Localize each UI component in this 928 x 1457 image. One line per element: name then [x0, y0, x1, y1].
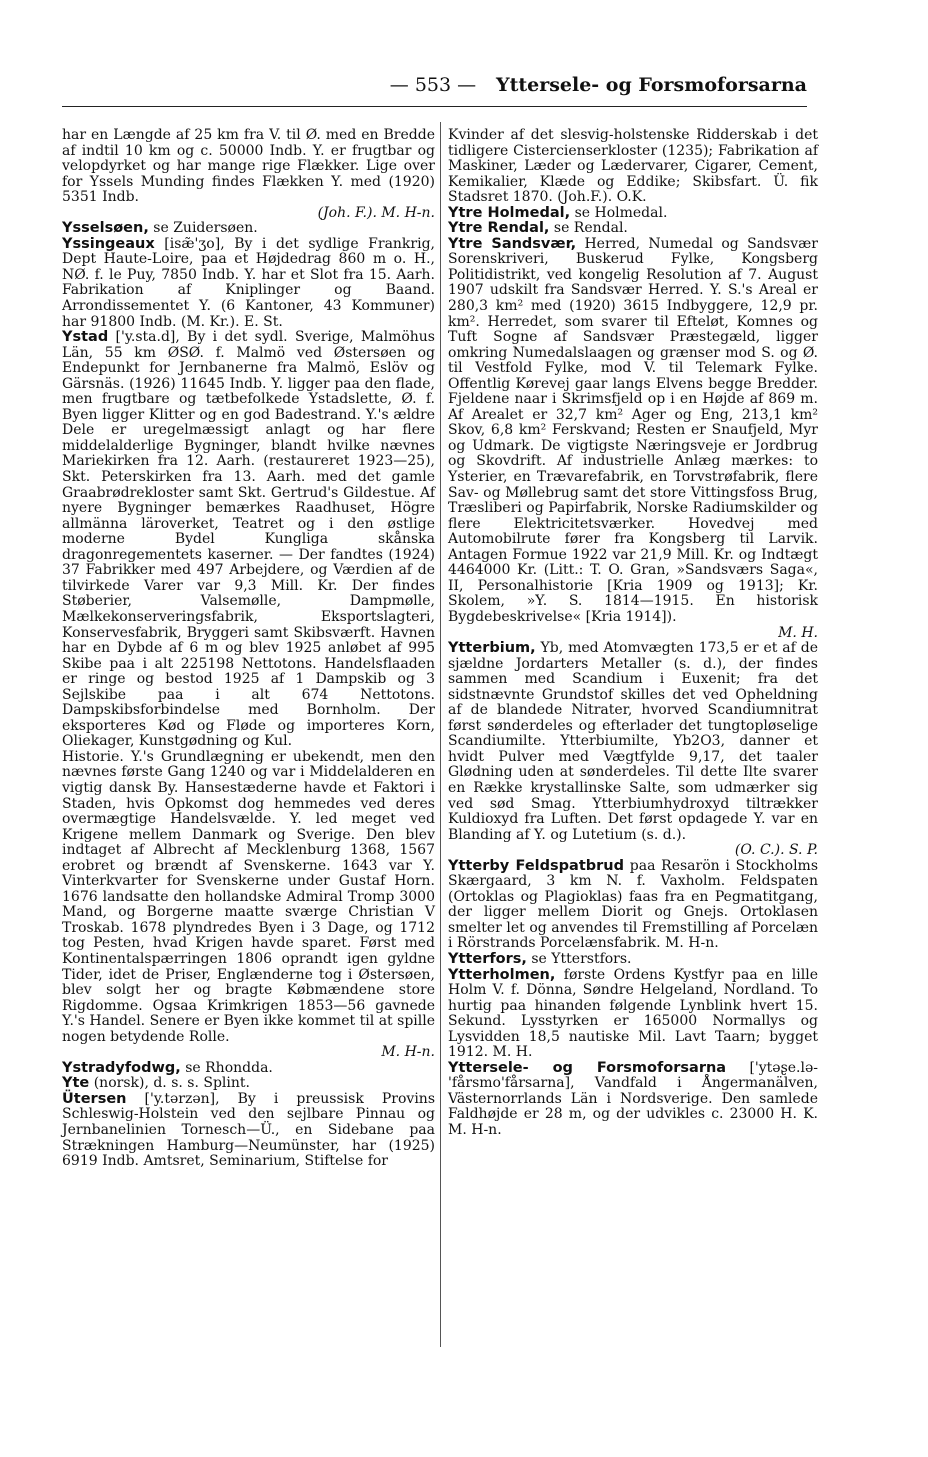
running-title: Yttersele- og Forsmoforsarna	[496, 74, 807, 96]
dictionary-entry	[62, 1092, 435, 1170]
dictionary-entry	[448, 859, 818, 952]
entry-text: ['ytəʂe.lə-'fårsmo'fårsarna], Vandfald i Ångermanälven, Västernorrlands Län i Nordsverige. Den samlede Faldhøjde er 28 m, og der udvikles c. 23000 H. K. M. H-n.	[448, 1059, 818, 1138]
body-paragraph: Historie. Y.'s Grundlægning er ubekendt, men den nævnes første Gang 1240 og var i Middelalderen en vigtig dansk By. Hansestæderne havde et Faktori i Staden, hvis Opkomst dog hemmedes ved deres overmægtige Handelsvælde. Y. led meget ved Krigene mellem Danmark og Sverige. Den blev indtaget af Albrecht af Mecklenburg 1368, 1567 erobret og brændt af Svenskerne. 1643 var Y. Vinterkvarter for Svenskerne under Gustaf Horn. 1676 landsatte den hollandske Admiral Tromp 3000 Mand, og Borgerne maatte sværge Christian V Troskab. 1678 plyndredes Byen i 3 Dage, og 1712 tog Pesten, hvad Krigen havde sparet. Først med Kontinentalspærringen 1806 oprandt igen gyldne Tider, idet de Priser, Englænderne tog i Østersøen, blev solgt her og bragte Købmændene store Rigdomme. Ogsaa Krimkrigen 1853—56 gavnede Y.'s Handel. Senere er Byen ikke kommet til at spille nogen betydende Rolle.	[62, 748, 435, 1045]
entry-headword: Yttersele- og Forsmoforsarna	[448, 1059, 727, 1076]
entry-text: paa Resarön i Stockholms Skærgaard, 3 km N. f. Vaxholm. Feldspaten (Ortoklas og Plagioklas) faas fra en Pegmatitgang, der ligger mellem Diorit og Gnejs. Ortoklasen smelter let og anvendes til Fremstilling af Porcelæn i Rörstrands Porcelænsfabrik. M. H-n.	[448, 857, 819, 952]
entry-text: se Holmedal.	[570, 204, 668, 221]
page-header	[62, 74, 807, 96]
entry-text: se Ytterstfors.	[526, 950, 632, 967]
body-paragraph: Kvinder af det slesvig-holstenske Ridderskab i det tidligere Cistercienserkloster (1235); Fabrikation af Maskiner, Læder og Lædervarer, Cigarer, Cement, Kemikalier, Klæde og Eddike; Skibsfart. Ü. fik Stadsret 1870. (Joh.F.). O.K.	[448, 127, 818, 206]
entry-headword: Ystradyfodwg,	[62, 1059, 181, 1076]
author-signature: M. H.	[778, 624, 818, 641]
entry-headword: Ytre Sandsvær,	[448, 235, 577, 252]
entry-text: ['y.sta.d], By i det sydl. Sverige, Malmöhus Län, 55 km ØSØ. f. Malmö ved Østersøen og Endepunkt for Jernbanerne fra Malmö, Eslöv og Gärsnäs. (1926) 11645 Indb. Y. ligger paa den flade, men frugtbare og tætbefolkede Ystadslette, Ø. f. Byen ligger Klitter og en god Badestrand. Y.'s ældre Dele er uregelmæssigt anlagt og har flere middelalderlige Bygninger, blandt hvilke nævnes Mariekirken fra 12. Aarh. (restaureret 1923—25), Skt. Peterskirken fra 13. Aarh. med det gamle Graabrødrekloster samt Skt. Gertrud's Gildestue. Af nyere Bygninger bemærkes Raadhuset, Högre allmänna läroverket, Teatret og i den østlige moderne Bydel Kungliga skånska dragonregementets kaserner. — Der fandtes (1924) 37 Fabrikker med 497 Arbejdere, og Værdien af de tilvirkede Varer var 9,3 Mill. Kr. Der findes Støberier, Valsemølle, Dampmølle, Mælkekonserveringsfabrik, Eksportslagteri, Konservesfabrik, Bryggeri samt Skibsværft. Havnen har en Dybde af 6 m og blev 1925 anløbet af 995 Skibe paa i alt 225198 Nettotons. Handelsflaaden er ringe og bestod 1925 af 1 Dampskib og 3 Sejlskibe paa i alt 674 Nettotons. Dampskibsforbindelse med Bornholm. Der eksporteres Kød og Fløde og importeres Korn, Oliekager, Kunstgødning og Kul.	[62, 329, 435, 750]
entry-headword: Ystad	[62, 329, 109, 346]
entry-headword: Ytterby Feldspatbrud	[448, 857, 624, 874]
entry-headword: Yte	[62, 1075, 90, 1092]
entry-headword: Ytterfors,	[448, 950, 527, 967]
dictionary-entry	[62, 1076, 435, 1092]
entry-headword: Ütersen	[62, 1090, 127, 1107]
dictionary-entry	[62, 237, 435, 330]
entry-text: første Ordens Kystfyr paa en lille Holm V. f. Dönna, Søndre Helgeland, Nordland. To hurtig paa hinanden følgende Lynblink hvert 15. Sekund. Lysstyrken er 165000 Normallys og Lysvidden 18,5 nautiske Mil. Lavt Taarn; bygget 1912. M. H.	[448, 966, 818, 1061]
column-divider	[440, 122, 441, 1347]
entry-text: Herred, Numedal og Sandsvær Sorenskriveri, Buskerud Fylke, Kongsberg Politidistrikt, ved kongelig Resolution af 7. August 1907 udskilt fra Sandsvær Herred. Y. S.'s Areal er 280,3 km² med (1920) 3615 Indbyggere, 12,9 pr. km². Herredet, som svarer til Efteløt, Komnes og Tuft Sogne af Sandsvær Præstegæld, ligger omkring Numedalslaagen og grænser mod S. og Ø. til Vestfold Fylke, mod V. til Telemark Fylke. Offentlig Kørevej gaar langs Elvens begge Bredder. Fjeldene naar i Skrimsfjeld op i en Højde af 869 m. Af Arealet er 32,7 km² Ager og Eng, 213,1 km² Skov, 6,8 km² Ferskvand; Resten er Snaufjeld, Myr og Udmark. De vigtigste Næringsveje er Jordbrug og Skovdrift. Af industrielle Anlæg mærkes: to Ysterier, en Trævarefabrik, en Torvstrøfabrik, flere Sav- og Møllebrug samt det store Vittingsfoss Brug, Træsliberi og Papirfabrik, Norske Radiumskilder og flere Elektricitetsværker. Hovedvej med Automobilrute fører fra Kongsberg til Larvik. Antagen Formue 1922 var 21,9 Mill. Kr. og Indtægt 4464000 Kr. (Litt.: T. O. Gran, »Sandsværs Saga«, II, Personalhistorie [Kria 1909 og 1913]; Kr. Skolem, »Y. S. 1814—1915. En historisk Bygdebeskrivelse« [Kria 1914]).	[448, 235, 818, 625]
dictionary-entry	[448, 641, 818, 843]
entry-headword: Ysselsøen,	[62, 220, 149, 237]
page-number: — 553 —	[389, 74, 477, 96]
entry-text: se Rendal.	[549, 220, 628, 237]
entry-headword: Yssingeaux	[62, 235, 155, 252]
dictionary-entry	[62, 330, 435, 750]
dictionary-entry	[62, 221, 435, 237]
dictionary-entry	[448, 968, 818, 1061]
entry-text: ['y.tərzən], By i preussisk Provins Schleswig-Holstein ved den sejlbare Pinnau og Jernbanelinien Tornesch—Ü., en Sidebane paa Strækningen Hamburg—Neumünster, har (1925) 6919 Indb. Amtsret, Seminarium, Stiftelse for	[62, 1090, 435, 1170]
dictionary-entry	[448, 952, 818, 968]
entry-headword: Ytterbium,	[448, 640, 536, 657]
entry-headword: Ytterholmen,	[448, 966, 556, 983]
author-signature: M. H-n.	[381, 1044, 435, 1061]
dictionary-entry	[448, 1061, 818, 1139]
entry-text: [isæ̃'ʒo], By i det sydlige Frankrig, Dept Haute-Loire, paa et Højdedrag 860 m o. H., NØ. f. le Puy, 7850 Indb. Y. har et Slot fra 15. Aarh. Fabrikation af Kniplinger og Baand. Arrondissementet Y. (6 Kantoner, 43 Kommuner) har 91800 Indb. (M. Kr.). E. St.	[62, 235, 435, 330]
entry-text: se Zuidersøen.	[148, 220, 258, 237]
left-column	[62, 128, 435, 1170]
dictionary-entry	[448, 237, 818, 626]
dictionary-entry	[448, 221, 818, 237]
entry-headword: Ytre Holmedal,	[448, 204, 571, 221]
dictionary-entry	[448, 206, 818, 222]
entry-text: Yb, med Atomvægten 173,5 er et af de sjældne Jordarters Metaller (s. d.), der findes sammen med Scandium i Euxenit; fra det sidstnævnte Grundstof skilles det ved Opheldning af de blandede Nitrater, hvorved Scandiumnitrat først sønderdeles og efterlader det tungtopløselige Scandiumilte. Ytterbiumilte, Yb2O3, danner et hvidt Pulver med Vægtfylde 9,17, det taaler Glødning uden at sønderdeles. Til dette Ilte svarer en Række krystallinske Salte, som udmærker sig ved sød Smag. Ytterbiumhydroxyd tiltrækker Kuldioxyd fra Luften. Det først opdagede Y. var en Blanding af Y. og Lutetium (s. d.).	[448, 640, 818, 843]
entry-headword: Ytre Rendal,	[448, 220, 550, 237]
body-paragraph: har en Længde af 25 km fra V. til Ø. med en Bredde af indtil 10 km og c. 50000 Indb. Y. er frugtbar og velopdyrket og har mange rige Flækker. Lige over for Yssels Munding findes Flækken Y. med (1920) 5351 Indb.	[62, 127, 435, 206]
author-signature: (Joh. F.). M. H-n.	[317, 204, 435, 221]
dictionary-entry	[62, 1061, 435, 1077]
entry-text: se Rhondda.	[180, 1059, 273, 1076]
header-rule	[62, 106, 807, 107]
author-signature: (O. C.). S. P.	[734, 842, 818, 859]
right-column	[448, 128, 818, 1139]
entry-text: (norsk), d. s. s. Splint.	[89, 1075, 250, 1092]
